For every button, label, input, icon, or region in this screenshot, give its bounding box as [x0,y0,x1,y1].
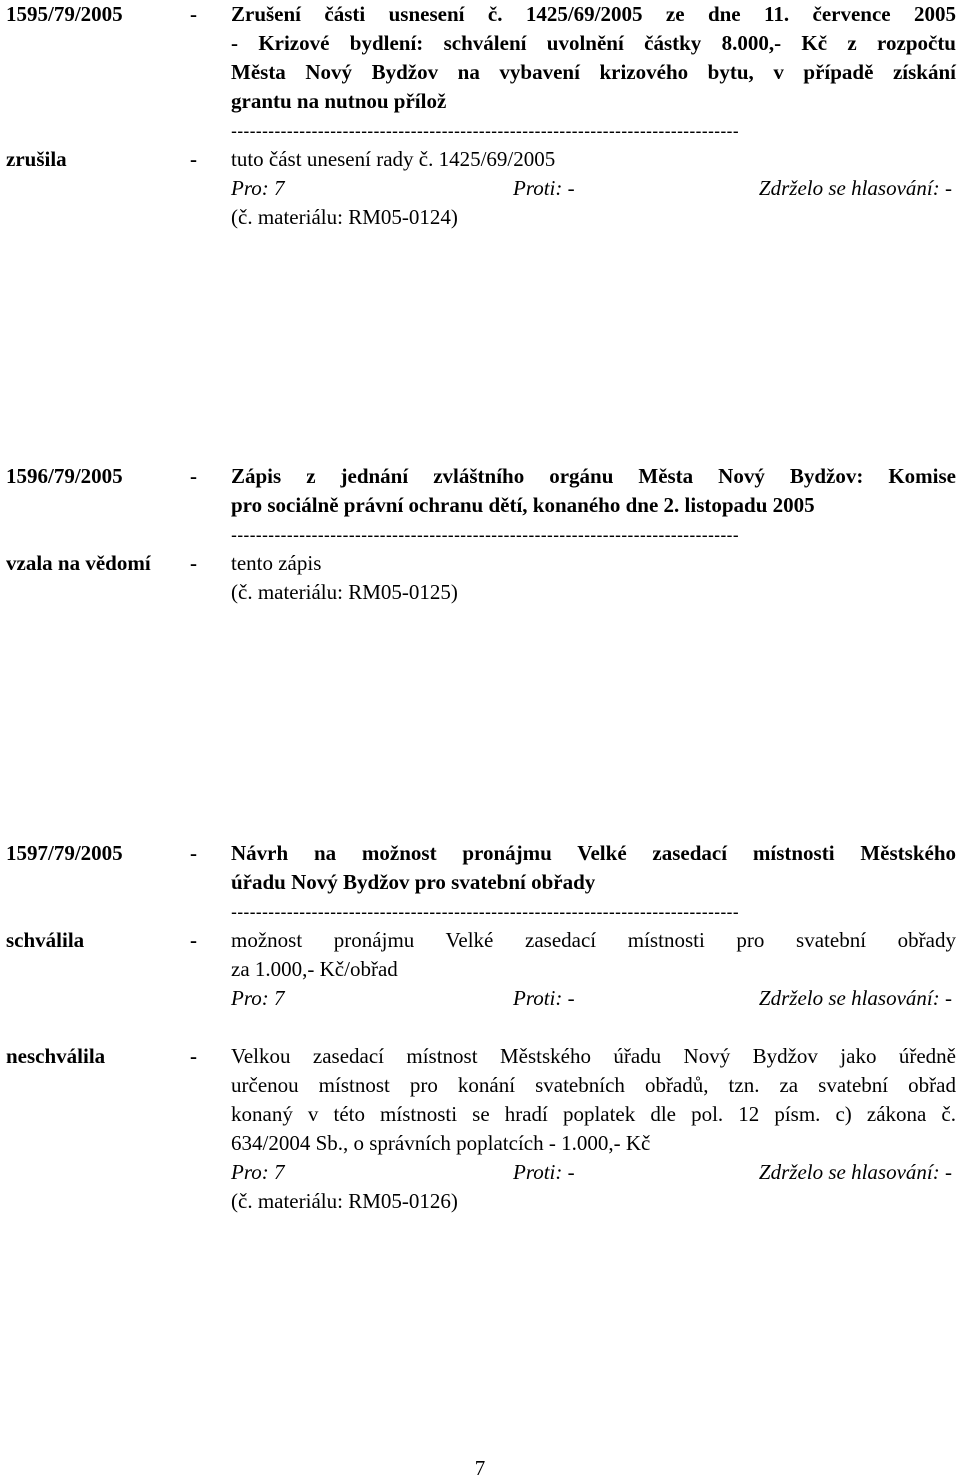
vote-proti: Proti: - [513,986,575,1010]
action-dash: - [190,1044,197,1068]
resolution-number: 1596/79/2005 [6,464,123,488]
action-dash: - [190,928,197,952]
action-text-line: konaný v této místnosti se hradí poplatek dle pol. 12 písm. c) zákona č. [231,1102,956,1126]
action-text-line: za 1.000,- Kč/obřad [231,957,398,981]
vote-pro: Pro: 7 [231,176,285,200]
action-label: zrušila [6,147,67,171]
resolution-dash: - [190,841,197,865]
vote-proti: Proti: - [513,176,575,200]
resolution-title-line: úřadu Nový Bydžov pro svatební obřady [231,870,596,894]
action-text-line: možnost pronájmu Velké zasedací místnosti pro svatební obřady [231,928,956,952]
separator-rule: ---------------------------------------------------------------------------------- [231,525,739,545]
action-text: tuto část unesení rady č. 1425/69/2005 [231,147,556,171]
vote-pro: Pro: 7 [231,986,285,1010]
resolution-dash: - [190,464,197,488]
material-reference: (č. materiálu: RM05-0125) [231,580,458,604]
resolution-number: 1595/79/2005 [6,2,123,26]
vote-zdrzelo: Zdrželo se hlasování: - [758,986,952,1010]
action-label: vzala na vědomí [6,551,151,575]
separator-rule: ---------------------------------------------------------------------------------- [231,902,739,922]
page-number: 7 [474,1456,486,1480]
action-dash: - [190,551,197,575]
resolution-title-line: - Krizové bydlení: schválení uvolnění částky 8.000,- Kč z rozpočtu [231,31,956,55]
vote-pro: Pro: 7 [231,1160,285,1184]
action-label-rejected: neschválila [6,1044,106,1068]
resolution-title-line: grantu na nutnou přílož [231,89,447,113]
material-reference: (č. materiálu: RM05-0126) [231,1189,458,1213]
action-text: tento zápis [231,551,322,575]
material-reference: (č. materiálu: RM05-0124) [231,205,458,229]
resolution-number: 1597/79/2005 [6,841,123,865]
resolution-title-line: Města Nový Bydžov na vybavení krizového bytu, v případě získání [231,60,956,84]
resolution-title-line: Zápis z jednání zvláštního orgánu Města Nový Bydžov: Komise [231,464,956,488]
separator-rule: ---------------------------------------------------------------------------------- [231,121,739,141]
resolution-title-line: Zrušení části usnesení č. 1425/69/2005 ze dne 11. července 2005 [231,2,956,26]
vote-zdrzelo: Zdrželo se hlasování: - [758,1160,952,1184]
action-label-approved: schválila [6,928,85,952]
action-text-line: 634/2004 Sb., o správních poplatcích - 1.000,- Kč [231,1131,651,1155]
action-text-line: Velkou zasedací místnost Městského úřadu Nový Bydžov jako úředně [231,1044,956,1068]
action-dash: - [190,147,197,171]
vote-zdrzelo: Zdrželo se hlasování: - [758,176,952,200]
resolution-title-line: Návrh na možnost pronájmu Velké zasedací místnosti Městského [231,841,956,865]
resolution-dash: - [190,2,197,26]
vote-proti: Proti: - [513,1160,575,1184]
resolution-title-line: pro sociálně právní ochranu dětí, konaného dne 2. listopadu 2005 [231,493,815,517]
action-text-line: určenou místnost pro konání svatebních obřadů, tzn. za svatební obřad [231,1073,956,1097]
